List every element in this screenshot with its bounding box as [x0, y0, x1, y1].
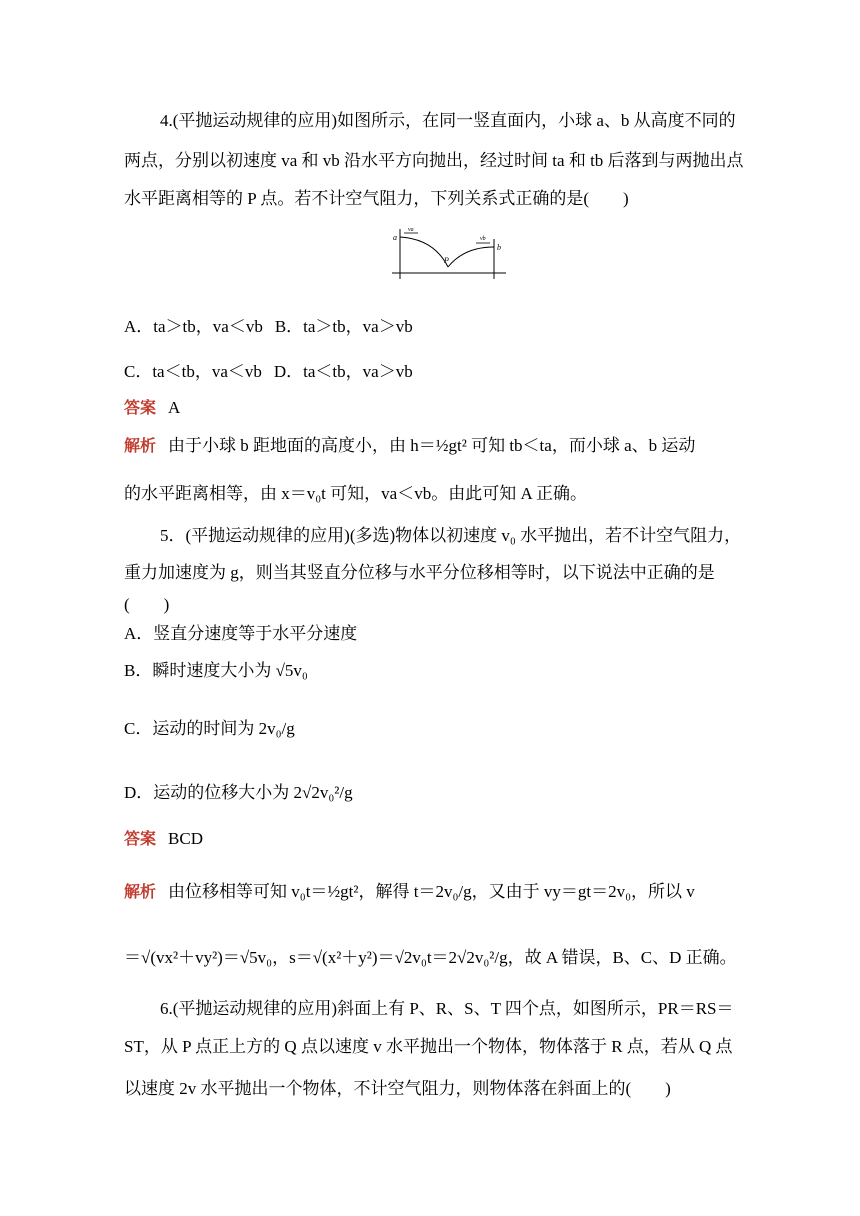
analysis-text: 由位移相等可知 v₀t＝½gt²，解得 t＝2v₀/g，又由于 vy＝gt＝2v₀，所以 v — [168, 882, 695, 901]
trajectory-b — [448, 247, 494, 267]
label-vb: vb — [480, 236, 486, 242]
q6-line2: ST，从 P 点正上方的 Q 点以速度 v 水平抛出一个物体，物体落于 R 点，若从 Q 点 — [124, 1037, 733, 1056]
q6-line1: 6.(平抛运动规律的应用)斜面上有 P、R、S、T 四个点，如图所示，PR＝RS＝ — [160, 999, 734, 1018]
q5-analysis-1 — [124, 877, 695, 902]
q4-line3: 水平距离相等的 P 点。若不计空气阻力，下列关系式正确的是( ) — [124, 189, 629, 208]
label-b: b — [497, 243, 501, 252]
q4-options-ab — [124, 312, 413, 337]
answer-label: 答案 — [124, 829, 157, 848]
q5-line1: 5．(平抛运动规律的应用)(多选)物体以初速度 v₀ 水平抛出，若不计空气阻力， — [160, 526, 742, 545]
answer-label: 答案 — [124, 398, 157, 417]
q6-line3: 以速度 2v 水平抛出一个物体，不计空气阻力，则物体落在斜面上的( ) — [124, 1079, 671, 1098]
trajectory-a — [400, 237, 448, 267]
analysis-text: 由于小球 b 距地面的高度小，由 h＝½gt² 可知 tb＜ta，而小球 a、b 运动 — [168, 436, 696, 455]
q4-option-c: C．ta＜tb，va＜vb — [124, 362, 262, 381]
label-va: va — [408, 227, 414, 233]
q5-option-a: A．竖直分速度等于水平分速度 — [124, 624, 358, 643]
q5-analysis-2: ＝√(vx²＋vy²)＝√5v₀，s＝√(x²＋y²)＝√2v₀t＝2√2v₀²/g，故 A 错误，B、C、D 正确。 — [124, 948, 737, 967]
q4-line1: 4.(平抛运动规律的应用)如图所示，在同一竖直面内，小球 a、b 从高度不同的 — [160, 111, 736, 130]
q4-options-cd — [124, 357, 413, 382]
q5-option-c: C．运动的时间为 2v₀/g — [124, 719, 295, 738]
analysis-label: 解析 — [124, 436, 157, 455]
q4-analysis-2: 的水平距离相等，由 x＝v₀t 可知，va＜vb。由此可知 A 正确。 — [124, 484, 588, 503]
label-a: a — [393, 233, 397, 242]
q4-answer — [124, 395, 180, 418]
q5-line3: ( ) — [124, 595, 170, 614]
answer-value: A — [168, 398, 181, 417]
q5-answer — [124, 826, 203, 849]
label-p: P — [444, 256, 449, 265]
analysis-label: 解析 — [124, 882, 157, 901]
q5-option-b: B．瞬时速度大小为 √5v₀ — [124, 661, 308, 680]
q4-figure — [386, 225, 510, 287]
q4-line2: 两点，分别以初速度 va 和 vb 沿水平方向抛出，经过时间 ta 和 tb 后落到与两抛出点 — [124, 151, 744, 170]
q4-option-b: B．ta＞tb，va＞vb — [274, 317, 413, 336]
answer-value: BCD — [168, 829, 203, 848]
q4-option-a: A．ta＞tb，va＜vb — [124, 317, 263, 336]
q4-analysis-1 — [124, 431, 695, 456]
q4-option-d: D．ta＜tb，va＞vb — [273, 362, 413, 381]
q5-option-d: D．运动的位移大小为 2√2v₀²/g — [124, 783, 353, 802]
q5-line2: 重力加速度为 g，则当其竖直分位移与水平分位移相等时，以下说法中正确的是 — [124, 563, 715, 582]
